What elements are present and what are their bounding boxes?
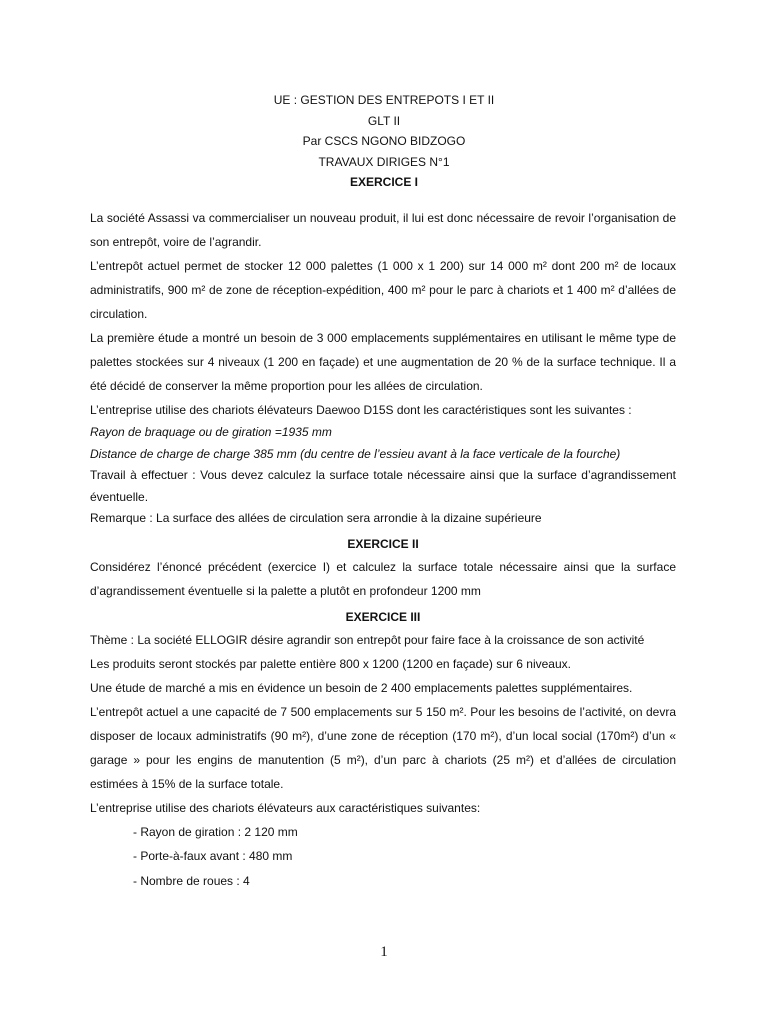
exercise-3-theme: Thème : La société ELLOGIR désire agrandir son entrepôt pour faire face à la croissance de son activité	[90, 632, 645, 647]
author-line: Par CSCS NGONO BIDZOGO	[302, 134, 466, 148]
exercise-3-paragraph-2: Une étude de marché a mis en évidence un besoin de 2 400 emplacements palettes supplémentaires.	[90, 680, 633, 695]
exercise-1-paragraph-3: La première étude a montré un besoin de 3 000 emplacements supplémentaires en utilisant le même type de palettes stockées sur 4 niveaux (1 200 en façade) et une augmentation de 20 % de la surface technique. Il a été décidé de conserver la même proportion pour les allées de circulation.	[90, 331, 676, 393]
exercise-1-spec-load-distance: Distance de charge de charge 385 mm (du centre de l’essieu avant à la face verticale de la fourche)	[90, 446, 621, 461]
exercise-3-title: EXERCICE III	[345, 609, 421, 624]
course-title: UE : GESTION DES ENTREPOTS I ET II	[273, 93, 495, 107]
list-item-wheel-count: - Nombre de roues : 4	[133, 873, 250, 888]
class-level: GLT II	[367, 113, 401, 128]
exercise-1-remark: Remarque : La surface des allées de circulation sera arrondie à la dizaine supérieure	[90, 511, 542, 525]
exercise-3-paragraph-3: L’entrepôt actuel a une capacité de 7 500 emplacements sur 5 150 m². Pour les besoins de l’activité, on devra disposer de locaux administratifs (90 m²), d’une zone de réception (170 m²), d’un local social (170m²) d’un « garage » pour les engins de manutention (5 m²), d’un parc à chariots (25 m²) et d’allées de circulation estimées à 15% de la surface totale.	[90, 704, 676, 791]
exercise-1-spec-turning-radius: Rayon de braquage ou de giration =1935 mm	[90, 425, 332, 439]
exercise-3-paragraph-4: L’entreprise utilise des chariots élévateurs aux caractéristiques suivantes:	[90, 800, 481, 815]
exercise-1-work: Travail à effectuer : Vous devez calculez la surface totale nécessaire ainsi que la surface d’agrandissement éventuelle.	[90, 468, 676, 504]
exercise-1-paragraph-1: La société Assassi va commercialiser un nouveau produit, il lui est donc nécessaire de revoir l’organisation de son entrepôt, voire de l’agrandir.	[90, 211, 676, 249]
tutorial-title: TRAVAUX DIRIGES N°1	[318, 154, 450, 169]
list-item-turning-radius: - Rayon de giration : 2 120 mm	[133, 824, 298, 839]
document-body	[90, 206, 676, 893]
exercise-1-paragraph-4: L’entreprise utilise des chariots élévateurs Daewoo D15S dont les caractéristiques sont les suivantes :	[90, 403, 632, 417]
exercise-2-title: EXERCICE II	[347, 536, 419, 551]
exercise-3-paragraph-1: Les produits seront stockés par palette entière 800 x 1200 (1200 en façade) sur 6 niveaux.	[90, 656, 571, 671]
document-header	[0, 90, 768, 193]
exercise-2-paragraph: Considérez l’énoncé précédent (exercice I) et calculez la surface totale nécessaire ainsi que la surface d’agrandissement éventuelle si la palette a plutôt en profondeur 1200 mm	[90, 559, 676, 598]
list-item-front-overhang: - Porte-à-faux avant : 480 mm	[133, 849, 293, 863]
exercise-1-title: EXERCICE I	[349, 175, 418, 189]
page-number: 1	[380, 944, 388, 960]
exercise-1-paragraph-2: L’entrepôt actuel permet de stocker 12 000 palettes (1 000 x 1 200) sur 14 000 m² dont 200 m² de locaux administratifs, 900 m² de zone de réception-expédition, 400 m² pour le parc à chariots et 1 400 m² d’allées de circulation.	[90, 259, 676, 321]
